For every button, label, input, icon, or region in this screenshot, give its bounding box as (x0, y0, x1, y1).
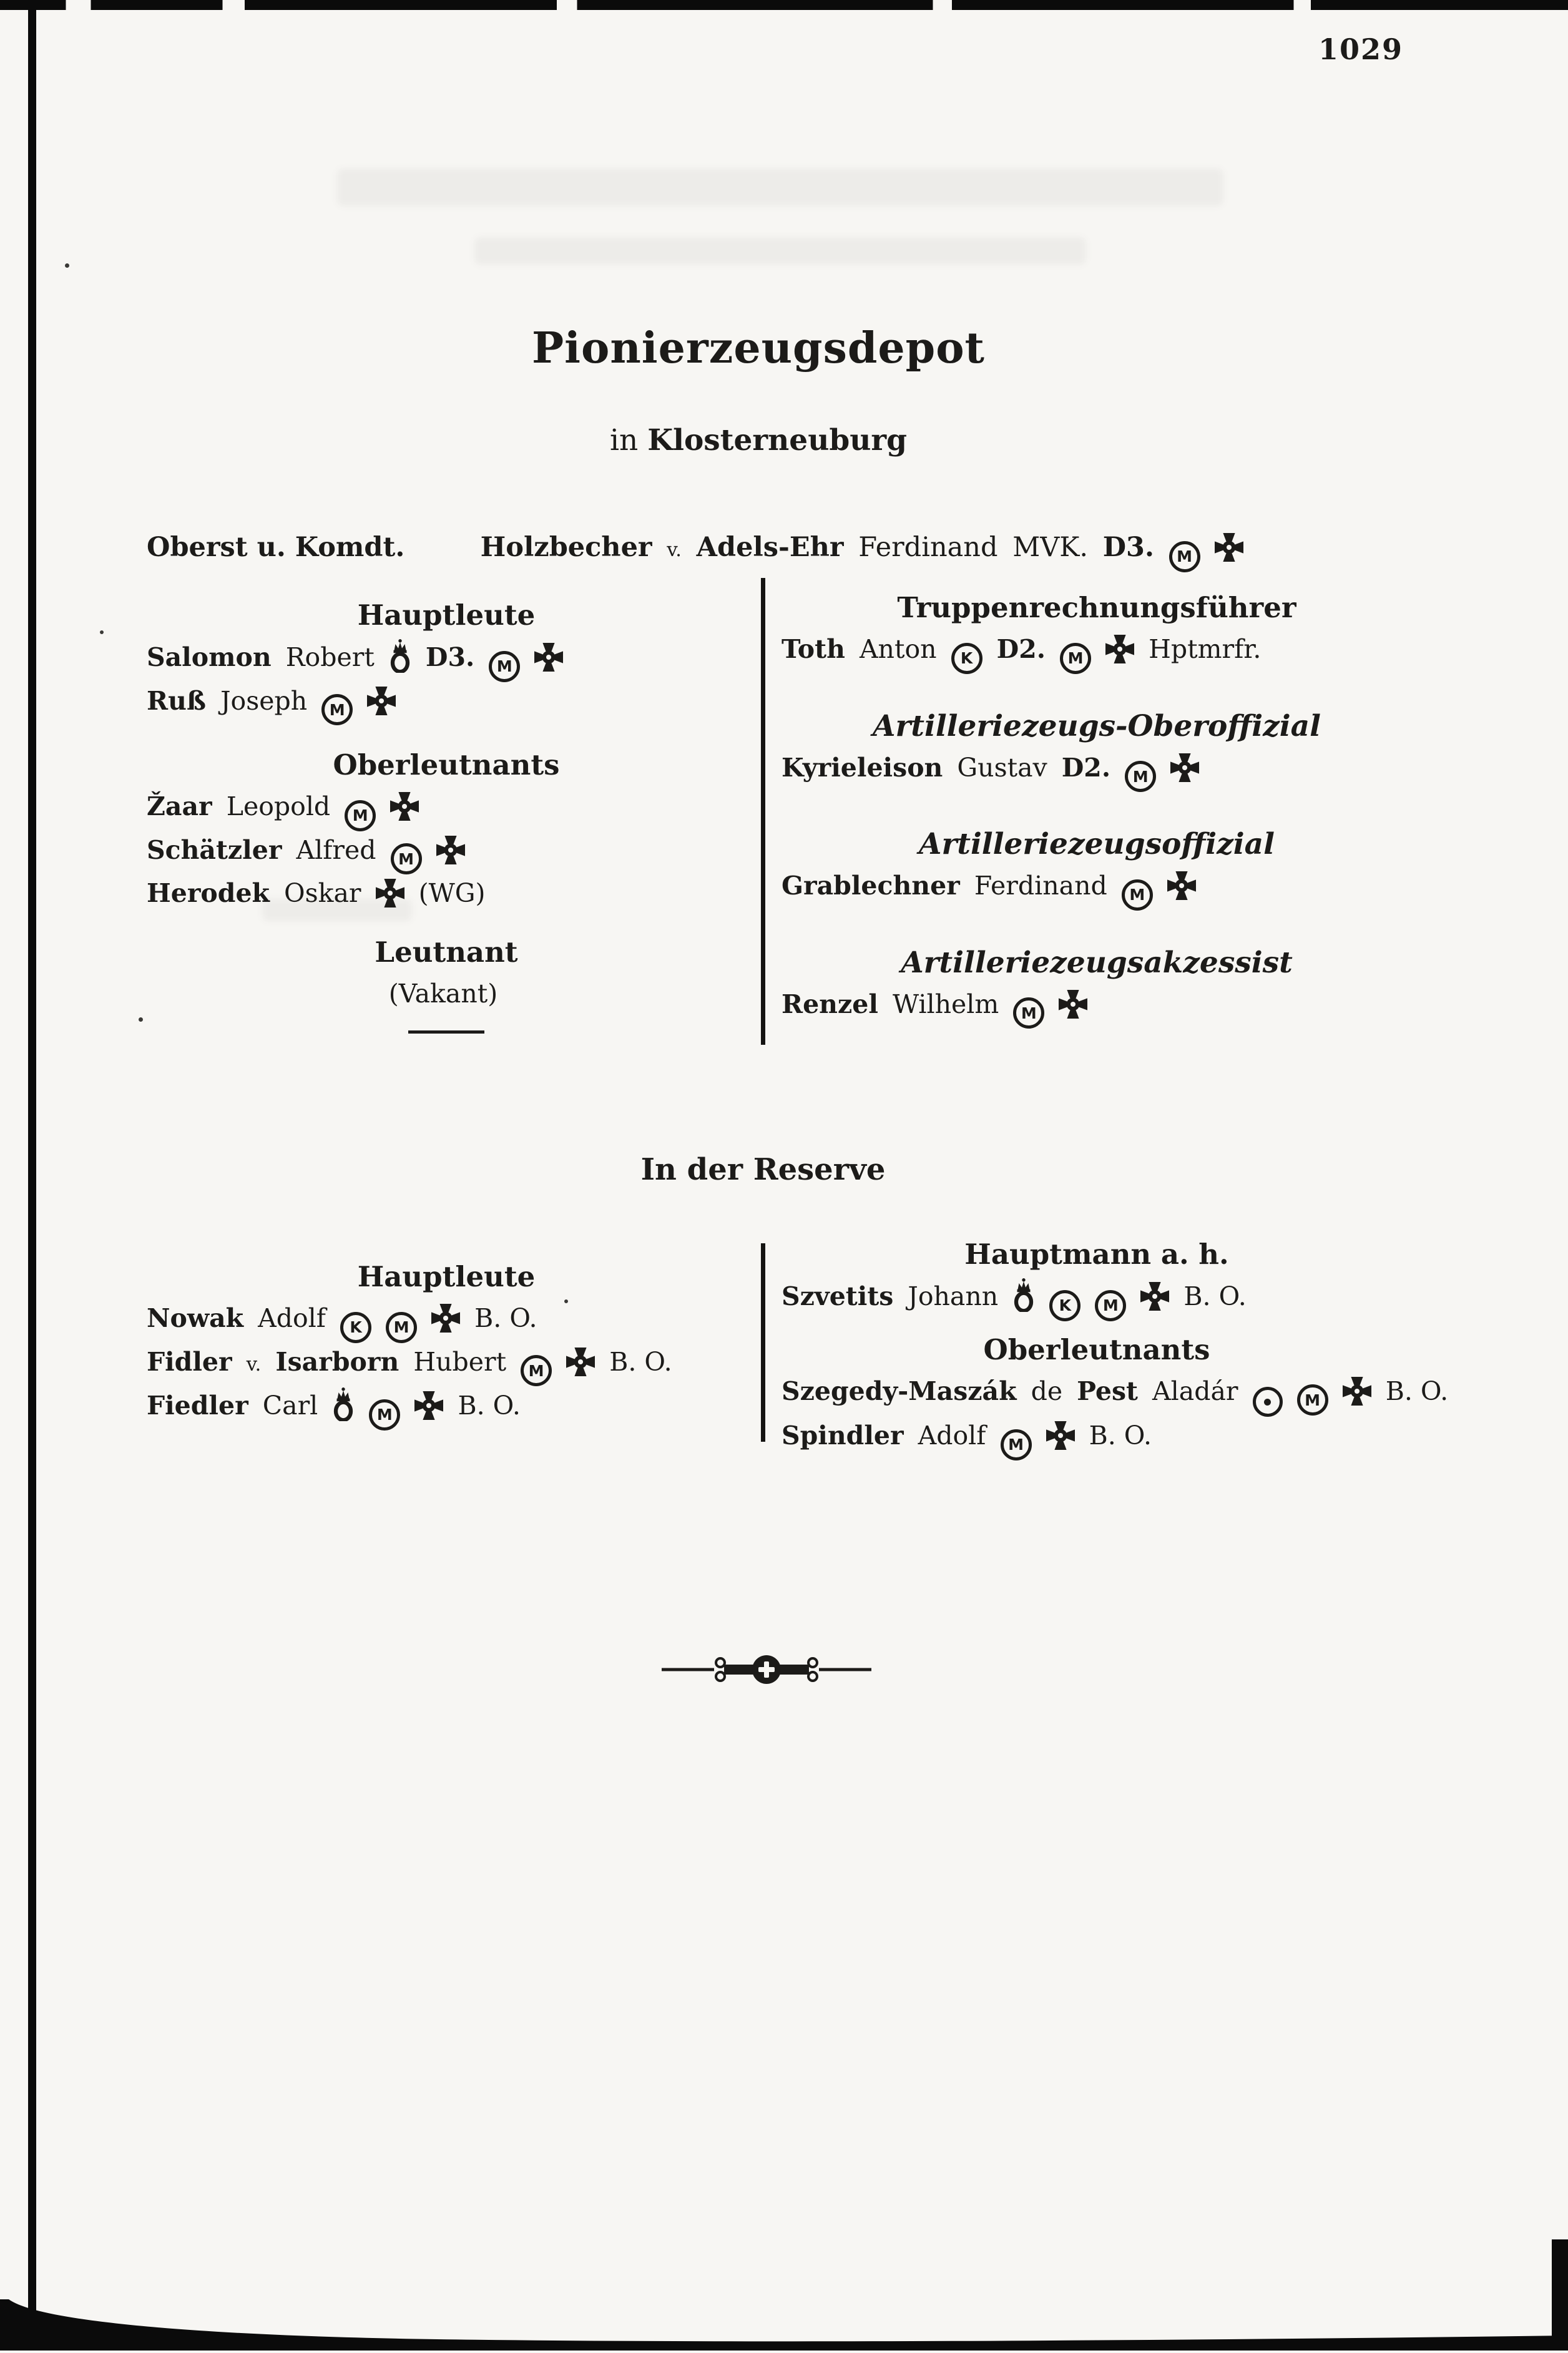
officer-row (147, 975, 746, 1013)
text-token: Leopold (226, 791, 331, 821)
cross-icon (1059, 990, 1087, 1019)
medal-m-icon: M (1297, 1384, 1328, 1416)
officer-row (147, 788, 746, 831)
main-left-column (147, 598, 746, 1034)
subtitle-location: Klosterneuburg (647, 423, 908, 457)
officer-row (782, 749, 1412, 793)
officer-rows (782, 986, 1412, 1029)
text-token: Szegedy-Maszák (782, 1376, 1017, 1406)
text-token: Fidler (147, 1346, 232, 1377)
text-token: Spindler (782, 1421, 904, 1450)
group-heading: Artilleriezeugsakzessist (901, 945, 1293, 980)
medal-m-icon: M (489, 651, 520, 682)
reserve-section-heading: In der Reserve (640, 1152, 886, 1187)
text-token: Grablechner (782, 871, 960, 901)
officer-rows (147, 788, 746, 912)
scan-edge-left (28, 9, 36, 2312)
officer-row (782, 986, 1412, 1029)
text-token: B. O. (1183, 1281, 1247, 1311)
cross-icon (1105, 635, 1134, 663)
page-number: 1029 (1318, 32, 1404, 66)
column-divider-rule (761, 578, 765, 1045)
text-token: MVK. (1012, 532, 1089, 563)
officer-row (147, 831, 746, 875)
bleed-through-ghost (337, 169, 1223, 206)
text-token: D3. (1102, 532, 1154, 563)
cross-icon (534, 643, 563, 672)
text-token: Žaar (147, 791, 212, 821)
bleed-through-ghost (474, 237, 1086, 265)
text-token: B. O. (474, 1303, 537, 1333)
cross-icon (431, 1304, 460, 1333)
text-token: Oberst u. Komdt. (147, 532, 405, 563)
column-divider-rule (761, 1243, 765, 1442)
officer-rows (147, 1299, 746, 1431)
reserve-right-column (782, 1237, 1543, 1460)
medal-m-icon: M (391, 843, 422, 874)
officer-rows (782, 630, 1412, 674)
subtitle-prefix: in (609, 423, 639, 457)
page-title: Pionierzeugsdepot (532, 323, 985, 373)
main-right-column (782, 590, 1412, 1029)
text-token: Holzbecher (480, 532, 652, 563)
text-token: Fiedler (147, 1391, 248, 1421)
medal-m-icon: M (1013, 997, 1044, 1029)
officer-rows (782, 749, 1412, 793)
group-heading: Artilleriezeugs-Oberoffizial (873, 708, 1321, 743)
cross-icon (1140, 1282, 1169, 1311)
medal-m-icon: M (1001, 1429, 1032, 1460)
cross-icon (1046, 1421, 1075, 1450)
text-token: B. O. (458, 1391, 521, 1421)
officer-row (147, 874, 746, 912)
cross-icon (376, 879, 404, 907)
text-token: Aladár (1152, 1376, 1238, 1406)
cross-icon (390, 792, 419, 821)
officer-rows (147, 638, 746, 725)
dot (1264, 1399, 1271, 1406)
scan-edge-top (0, 0, 1568, 10)
medal-m-icon: M (369, 1399, 400, 1431)
text-token: Adolf (258, 1303, 326, 1333)
text-token: de (1031, 1376, 1063, 1406)
medal-m-icon: M (1122, 879, 1153, 911)
commander-line (147, 532, 1458, 572)
crown-ring-icon (332, 1386, 355, 1421)
medal-m-icon: M (521, 1355, 552, 1386)
text-token: Anton (859, 634, 937, 664)
ink-speck (65, 263, 69, 268)
officer-rows (782, 867, 1412, 911)
text-token: Schätzler (147, 834, 282, 865)
scan-edge-bottom (0, 2299, 1568, 2351)
cross-icon (1215, 533, 1243, 562)
text-token: Ruß (147, 685, 207, 716)
group-heading: Hauptleute (357, 599, 536, 632)
vacancy-rule (408, 1030, 484, 1034)
text-token: Robert (285, 642, 375, 672)
officer-row (147, 638, 746, 682)
cross-icon (414, 1391, 443, 1420)
officer-row (147, 1299, 746, 1343)
ink-speck (139, 1017, 143, 1022)
officer-row (147, 1386, 746, 1431)
text-token: Pest (1077, 1376, 1138, 1406)
text-token: B. O. (1385, 1376, 1449, 1406)
text-token: v. (246, 1353, 262, 1376)
medal-m-icon: M (386, 1312, 417, 1343)
text-token: Gustav (957, 752, 1047, 783)
medal-k-icon: K (1049, 1290, 1080, 1321)
officer-rows (147, 975, 746, 1013)
cross-icon (367, 687, 396, 715)
text-token: Carl (262, 1391, 318, 1421)
officer-row (782, 630, 1412, 674)
text-token: Herodek (147, 878, 270, 908)
medal-m-icon: M (1125, 761, 1156, 792)
cross-icon (1167, 871, 1196, 900)
group-heading: Hauptmann a. h. (964, 1238, 1229, 1271)
text-token: Ferdinand (974, 871, 1107, 901)
group-heading: Hauptleute (357, 1260, 536, 1293)
medal-k-icon: K (951, 643, 982, 674)
text-token: D2. (996, 634, 1046, 664)
text-token: Ferdinand (858, 532, 998, 563)
dot-circle-icon (1253, 1387, 1283, 1417)
officer-row (782, 867, 1412, 911)
text-token: Oskar (283, 878, 361, 908)
text-token: D2. (1061, 752, 1111, 783)
group-heading: Artilleriezeugsoffizial (919, 827, 1275, 861)
text-token: Renzel (782, 989, 878, 1019)
medal-m-icon: M (321, 694, 353, 725)
cross-icon (1170, 753, 1199, 782)
section-divider-ornament (660, 1648, 873, 1694)
group-heading: Leutnant (375, 936, 518, 969)
page-subtitle (187, 423, 1330, 457)
text-token: Joseph (220, 685, 308, 716)
cross-icon (566, 1348, 595, 1376)
text-token: B. O. (609, 1346, 672, 1377)
medal-m-icon: M (1060, 643, 1091, 674)
text-token: v. (667, 539, 682, 561)
officer-row (782, 1417, 1543, 1460)
text-token: Hubert (413, 1346, 507, 1377)
medal-k-icon: K (340, 1312, 371, 1343)
officer-row (782, 1372, 1543, 1417)
page-curl-shadow (0, 2299, 1568, 2351)
text-token: Nowak (147, 1303, 244, 1333)
crown-ring-icon (1012, 1277, 1035, 1312)
text-token: Isarborn (275, 1346, 399, 1377)
cross-icon (1343, 1377, 1371, 1406)
officer-rows (782, 1277, 1543, 1321)
officer-row (782, 1277, 1543, 1321)
cross-icon (436, 836, 465, 864)
group-heading: Truppenrechnungsführer (897, 591, 1296, 624)
text-token: D3. (425, 642, 475, 672)
text-token: Toth (782, 634, 845, 664)
group-heading: Oberleutnants (983, 1333, 1210, 1366)
text-token: (WG) (418, 878, 486, 908)
crown-ring-icon (389, 638, 411, 673)
medal-m-icon: M (1169, 541, 1200, 572)
text-token: Salomon (147, 642, 272, 672)
officer-rows (782, 1372, 1543, 1460)
text-token: Hptmrfr. (1149, 634, 1262, 664)
text-token: B. O. (1089, 1421, 1152, 1450)
text-token: Johann (908, 1281, 999, 1311)
text-token: Szvetits (782, 1281, 894, 1311)
text-token: Adels-Ehr (696, 532, 844, 563)
text-token: (Vakant) (388, 979, 498, 1009)
officer-row (147, 682, 746, 726)
group-heading: Oberleutnants (333, 748, 560, 781)
reserve-left-column (147, 1260, 746, 1431)
medal-m-icon: M (1095, 1290, 1126, 1321)
ink-speck (100, 630, 104, 634)
text-token: Wilhelm (892, 989, 999, 1019)
text-token: Alfred (296, 834, 376, 865)
text-token: Adolf (918, 1421, 986, 1450)
text-token: Kyrieleison (782, 752, 943, 783)
medal-m-icon: M (345, 800, 376, 831)
officer-row (147, 1343, 746, 1387)
